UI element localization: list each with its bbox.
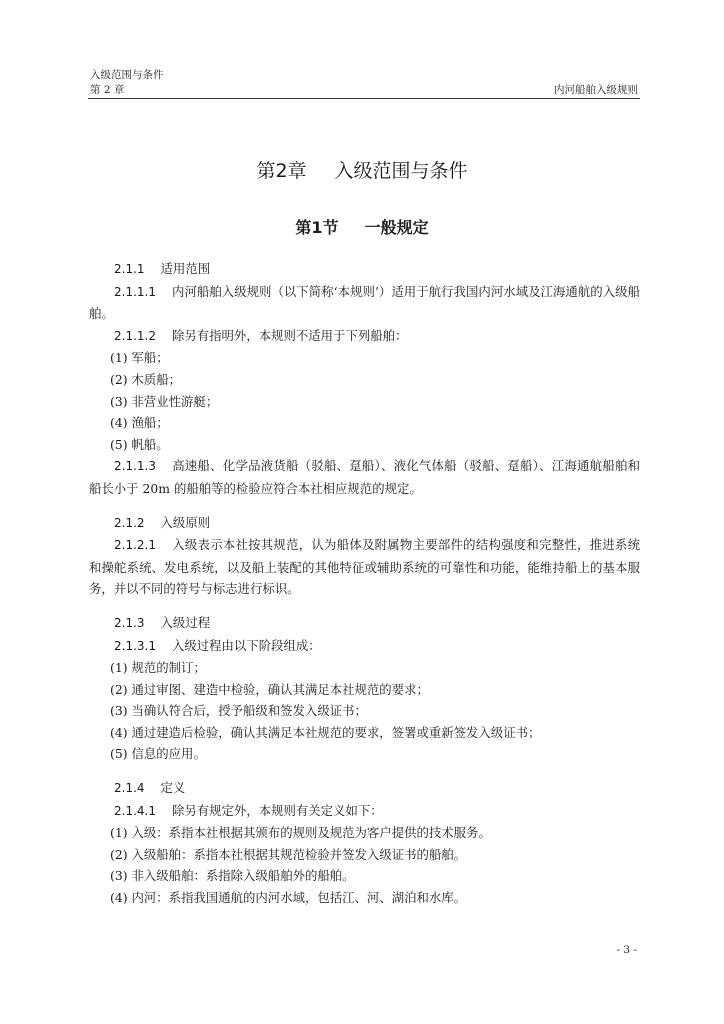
list-item: (3) 当确认符合后，授予船级和签发入级证书； bbox=[110, 703, 367, 719]
chapter-number: 第2章 bbox=[256, 159, 307, 182]
subsection-heading-2-1-1 bbox=[89, 258, 640, 281]
clause-text: 高速船、化学品液货船（驳船、趸船）、液化气体船（驳船、趸船）、江海通航船舶和船长小于 20m 的船舶等的检验应符合本社相应规范的规定。 bbox=[89, 458, 640, 496]
subsection-number: 2.1.2 bbox=[114, 515, 145, 530]
subsection-title: 定义 bbox=[160, 780, 186, 796]
clause-number: 2.1.2.1 bbox=[114, 538, 156, 553]
definition-item bbox=[89, 887, 640, 909]
definition-number: (3) bbox=[110, 868, 128, 884]
section-number: 第1节 bbox=[295, 218, 339, 238]
list-item: (1) 规范的制订； bbox=[110, 660, 206, 676]
clause-2-1-4-1 bbox=[89, 800, 640, 823]
chapter-title bbox=[0, 159, 724, 183]
clause-text: 入级表示本社按其规范，认为船体及附属物主要部件的结构强度和完整性，推进系统和操舵系统、发电系统，以及船上装配的其他特征或辅助系统的可靠性和功能，能维持船上的基本服务，并以不同的符号与标志进行标识。 bbox=[89, 537, 640, 597]
document-body bbox=[89, 258, 640, 909]
definition-number: (4) bbox=[110, 890, 128, 906]
definition-term: 内河 bbox=[131, 890, 157, 906]
definition-text: ：系指本社根据其颁布的规则及规范为客户提供的技术服务。 bbox=[156, 825, 491, 841]
clause-text: 除另有规定外，本规则有关定义如下： bbox=[171, 802, 383, 818]
list-item: (4) 渔船； bbox=[110, 415, 169, 431]
chapter-name: 入级范围与条件 bbox=[334, 159, 468, 182]
definition-text: ：系指除入级船舶外的船舶。 bbox=[193, 868, 355, 884]
list-item: (2) 通过审图、建造中检验，确认其满足本社规范的要求； bbox=[110, 681, 429, 697]
running-header-chapter-name: 入级范围与条件 bbox=[90, 69, 164, 81]
clause-2-1-1-1 bbox=[89, 281, 640, 325]
page-number: - 3 - bbox=[616, 944, 637, 956]
clause-2-1-1-2 bbox=[89, 325, 640, 348]
clause-text: 入级过程由以下阶段组成： bbox=[171, 637, 321, 653]
clause-text: 除另有指明外，本规则不适用于下列船舶： bbox=[171, 327, 408, 343]
running-header-chapter-number: 第 2 章 bbox=[90, 84, 125, 96]
definition-term: 入级船舶 bbox=[131, 846, 182, 862]
list-item: (3) 非营业性游艇； bbox=[110, 393, 219, 409]
clause-2-1-2-1 bbox=[89, 534, 640, 600]
subsection-heading-2-1-3 bbox=[89, 612, 640, 635]
list-item: (1) 军船； bbox=[110, 350, 169, 366]
definition-term: 非入级船舶 bbox=[131, 868, 194, 884]
definition-text: ：系指本社根据其规范检验并签发入级证书的船舶。 bbox=[181, 846, 467, 862]
subsection-number: 2.1.4 bbox=[114, 781, 145, 796]
subsection-heading-2-1-4 bbox=[89, 777, 640, 800]
definition-text: ：系指我国通航的内河水域，包括江、河、湖泊和水库。 bbox=[156, 890, 467, 906]
clause-number: 2.1.3.1 bbox=[114, 638, 156, 653]
clause-number: 2.1.1.3 bbox=[114, 459, 156, 474]
clause-2-1-1-3 bbox=[89, 455, 640, 499]
list-item: (2) 木质船； bbox=[110, 371, 182, 387]
definition-number: (2) bbox=[110, 846, 128, 862]
clause-text: 内河船舶入级规则（以下简称‘本规则’）适用于航行我国内河水域及江海通航的入级船舶。 bbox=[89, 283, 640, 322]
subsection-number: 2.1.1 bbox=[114, 262, 145, 276]
section-name: 一般规定 bbox=[364, 218, 429, 238]
subsection-number: 2.1.3 bbox=[114, 615, 145, 630]
list-item: (5) 信息的应用。 bbox=[110, 746, 206, 762]
definition-item bbox=[89, 822, 640, 844]
list-item: (4) 通过建造后检验，确认其满足本社规范的要求，签署或重新签发入级证书； bbox=[110, 724, 541, 740]
clause-number: 2.1.1.1 bbox=[114, 284, 156, 299]
subsection-title: 入级原则 bbox=[160, 514, 211, 530]
subsection-title: 入级过程 bbox=[160, 614, 211, 630]
clause-2-1-3-1 bbox=[89, 635, 640, 658]
list-item: (5) 帆船。 bbox=[110, 436, 169, 452]
section-title bbox=[0, 218, 724, 238]
subsection-title: 适用范围 bbox=[160, 261, 211, 276]
definition-number: (1) bbox=[110, 825, 128, 841]
subsection-heading-2-1-2 bbox=[89, 512, 640, 535]
definition-term: 入级 bbox=[131, 825, 157, 841]
clause-number: 2.1.4.1 bbox=[114, 803, 156, 818]
definition-item bbox=[89, 865, 640, 887]
definition-item bbox=[89, 844, 640, 866]
running-header-document-title: 内河船舶入级规则 bbox=[554, 84, 638, 96]
clause-number: 2.1.1.2 bbox=[114, 328, 156, 343]
header-rule bbox=[88, 98, 640, 99]
